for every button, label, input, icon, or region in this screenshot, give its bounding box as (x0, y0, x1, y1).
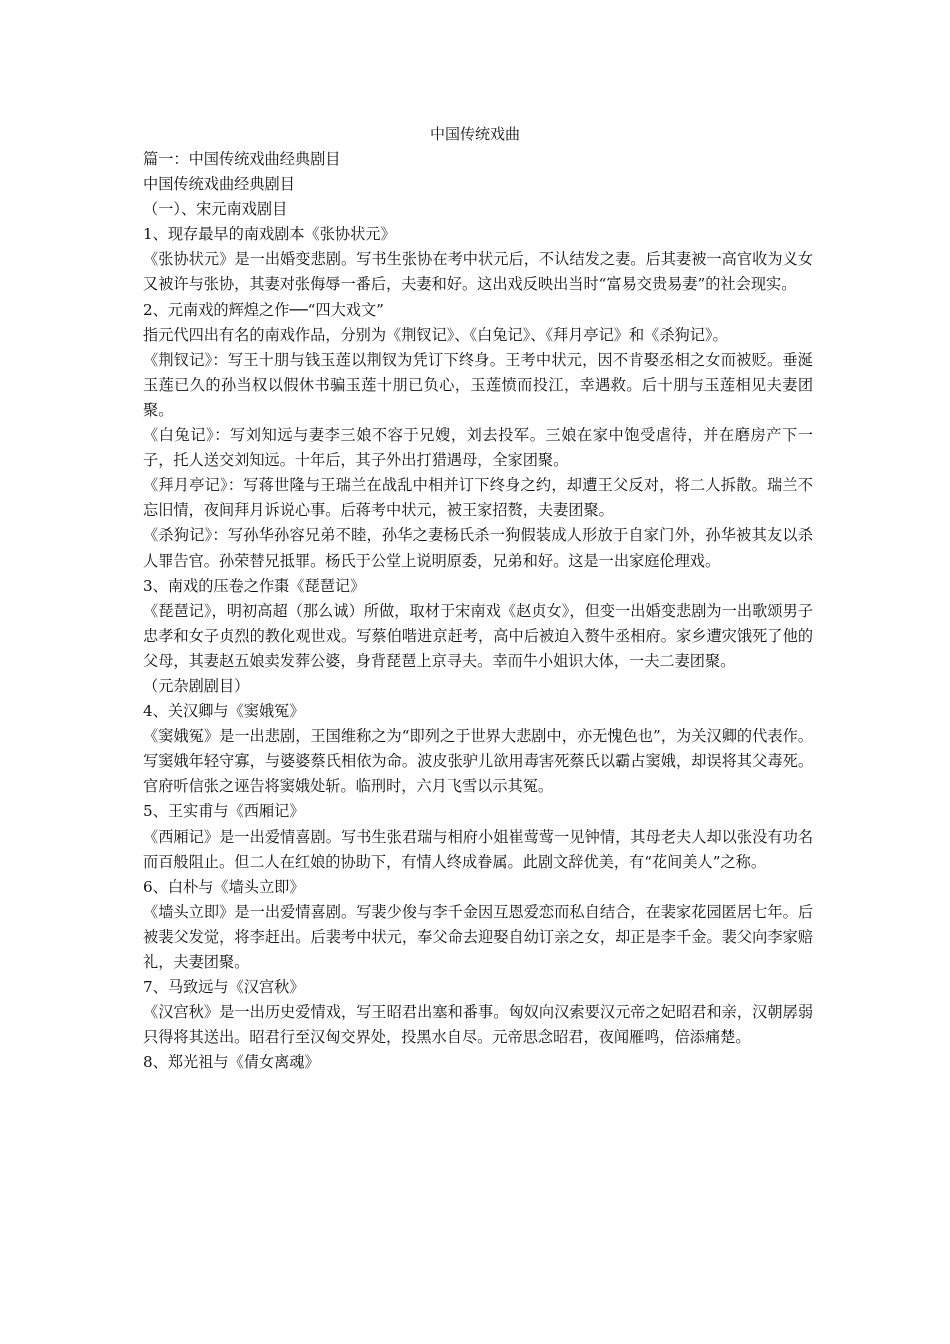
paragraph: 《墙头立即》是一出爱情喜剧。写裴少俊与李千金因互恩爱恋而私自结合，在裴家花园匿居七年。后被裴父发觉，将李赶出。后裴考中状元，奉父命去迎娶自幼订亲之女，却正是李千金。裴父向李家赔礼，夫妻团聚。 (143, 902, 813, 971)
paragraph: 《窦娥冤》是一出悲剧，王国维称之为“即列之于世界大悲剧中，亦无愧色也”，为关汉卿的代表作。写窦娥年轻守寡，与婆婆蔡氏相依为命。波皮张驴儿欲用毒害死蔡氏以霸占窦娥，却误将其父毒死。官府听信张之诬告将窦娥处斩。临刑时，六月飞雪以示其冤。 (143, 727, 813, 796)
document-body (143, 147, 813, 1075)
item-heading: 4、关汉卿与《窦娥冤》 (143, 702, 305, 721)
section-heading: 篇一：中国传统戏曲经典剧目 (143, 150, 341, 168)
item-heading: 2、元南戏的辉煌之作──“四大戏文” (143, 300, 384, 319)
paragraph: 《西厢记》是一出爱情喜剧。写书生张君瑞与相府小姐崔莺莺一见钟情，其母老夫人却以张没有功名而百般阻止。但二人在红娘的协助下，有情人终成眷属。此剧文辞优美，有“花间美人”之称。 (143, 827, 813, 871)
item-heading: 5、王实甫与《西厢记》 (143, 802, 305, 821)
paragraph: 《杀狗记》：写孙华孙容兄弟不睦，孙华之妻杨氏杀一狗假装成人形放于自家门外，孙华被其友以杀人罪告官。孙荣替兄抵罪。杨氏于公堂上说明原委，兄弟和好。这是一出家庭伦理戏。 (143, 526, 813, 570)
paragraph: 《拜月亭记》：写蒋世隆与王瑞兰在战乱中相并订下终身之约，却遭王父反对，将二人拆散。瑞兰不忘旧情，夜间拜月诉说心事。后蒋考中状元，被王家招赘，夫妻团聚。 (143, 476, 813, 520)
item-heading: 1、现存最早的南戏剧本《张协状元》 (143, 225, 396, 244)
paragraph: 《荆钗记》：写王十朋与钱玉莲以荆钗为凭订下终身。王考中状元，因不肯娶丞相之女而被贬。垂涎玉莲已久的孙当权以假休书骗玉莲十朋已负心，玉莲愤而投江，幸遇救。后十朋与玉莲相见夫妻团聚。 (143, 350, 813, 419)
document-title: 中国传统戏曲 (429, 125, 520, 143)
paragraph: 《张协状元》是一出婚变悲剧。写书生张协在考中状元后，不认结发之妻。后其妻被一高官收为义女又被许与张协，其妻对张侮辱一番后，夫妻和好。这出戏反映出当时“富易交贵易妻”的社会现实。 (143, 250, 813, 294)
item-heading: 3、南戏的压卷之作棗《琵琶记》 (143, 576, 366, 595)
paragraph: 《琵琶记》，明初高超（那么诚）所做，取材于宋南戏《赵贞女》，但变一出婚变悲剧为一出歌颂男子忠孝和女子贞烈的教化观世戏。写蔡伯喈进京赶考，高中后被迫入赘牛丞相府。家乡遭灾饿死了他的父母，其妻赵五娘卖发葬公婆，身背琵琶上京寻夫。幸而牛小姐识大体，一夫二妻团聚。 (143, 601, 813, 670)
paragraph: 《汉宫秋》是一出历史爱情戏，写王昭君出塞和番事。匈奴向汉索要汉元帝之妃昭君和亲，汉朝孱弱只得将其送出。昭君行至汉匈交界处，投黑水自尽。元帝思念昭君，夜闻雁鸣，倍添痛楚。 (143, 1003, 813, 1047)
item-heading: 8、郑光祖与《倩女离魂》 (143, 1053, 320, 1072)
item-heading: 6、白朴与《墙头立即》 (143, 877, 305, 896)
category-heading: （元杂剧剧目） (143, 676, 250, 695)
category-heading: （一）、宋元南戏剧目 (143, 200, 288, 219)
subtitle: 中国传统戏曲经典剧目 (143, 175, 295, 194)
paragraph: 《白兔记》：写刘知远与妻李三娘不容于兄嫂，刘去投军。三娘在家中饱受虐待，并在磨房产下一子，托人送交刘知远。十年后，其子外出打猎遇母，全家团聚。 (143, 426, 813, 470)
item-heading: 7、马致远与《汉宫秋》 (143, 978, 305, 997)
paragraph: 指元代四出有名的南戏作品，分别为《荆钗记》、《白兔记》、《拜月亭记》和《杀狗记》。 (143, 325, 728, 344)
